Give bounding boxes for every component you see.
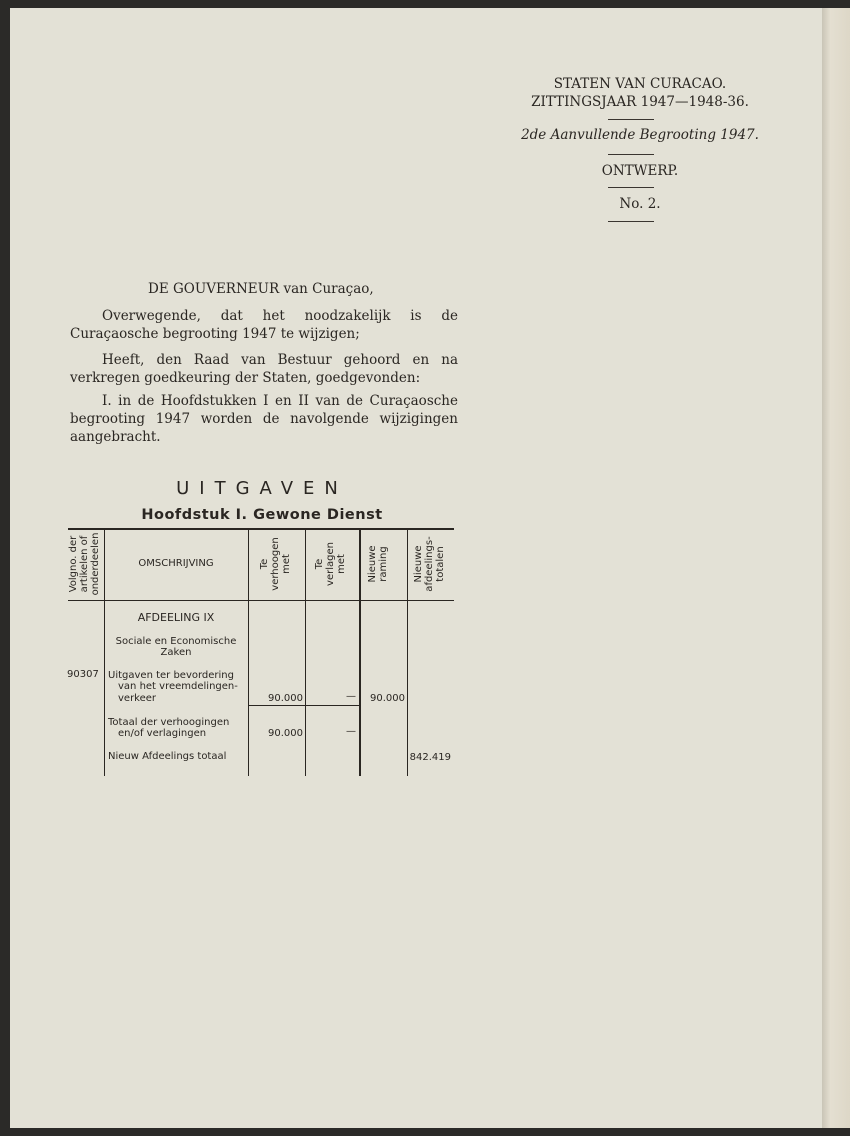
total-label-line-2: en/of verlagingen [118, 728, 207, 739]
header-rule-4 [608, 221, 654, 222]
column-divider-4 [359, 528, 361, 776]
header-omschrijving: OMSCHRIJVING [138, 558, 214, 569]
row-raming-value: 90.000 [370, 693, 405, 704]
total-label-line-1: Totaal der verhoogingen [108, 717, 230, 728]
header-totalen: Nieuwe afdeelings- totalen [413, 536, 446, 592]
total-verhoogen-value: 90.000 [268, 728, 303, 739]
header-rule-3 [608, 187, 654, 188]
new-total-label: Nieuw Afdeelings totaal [108, 751, 227, 762]
header-rule-1 [608, 119, 654, 120]
new-total-value: 842.419 [409, 752, 451, 763]
header-verlagen: Te verlagen met [314, 542, 347, 586]
header-rule-2 [608, 154, 654, 155]
row-description-line-3: verkeer [118, 693, 157, 704]
header-volgno: Volgno. der artikelen of onderdeelen [68, 532, 101, 596]
row-verhoogen-value: 90.000 [268, 693, 303, 704]
paragraph-resolved: Heeft, den Raad van Bestuur gehoord en na verkregen goedkeuring der Staten, goedgevonden: [70, 352, 458, 386]
afdeeling-name-line-2: Zaken [160, 647, 192, 658]
header-draft: ONTWERP. [601, 163, 679, 179]
header-verhoogen: Te verhoogen met [259, 537, 292, 591]
column-divider-5 [407, 528, 408, 776]
row-description-line-2: van het vreemdelingen- [118, 681, 238, 692]
afdeeling-name-line-1: Sociale en Economische [115, 636, 237, 647]
section-subtitle: Hoofdstuk I. Gewone Dienst [141, 507, 383, 523]
page-edge [822, 8, 850, 1128]
column-divider-2 [248, 528, 249, 776]
afdeeling-heading: AFDEELING IX [137, 611, 215, 624]
column-divider-3 [305, 528, 306, 776]
total-verlagen-value: — [346, 726, 356, 737]
header-line-zittingsjaar: ZITTINGSJAAR 1947—1948-36. [531, 94, 749, 110]
governor-heading: DE GOUVERNEUR van Curaçao, [148, 281, 374, 297]
row-description-line-1: Uitgaven ter bevordering [108, 670, 234, 681]
row-article-number: 90307 [67, 669, 99, 680]
table-subtotal-rule [248, 705, 360, 706]
header-line-staten: STATEN VAN CURACAO. [553, 76, 727, 92]
header-supplement: 2de Aanvullende Begrooting 1947. [521, 127, 759, 143]
paragraph-considering: Overwegende, dat het noodzakelijk is de Curaçaosche begrooting 1947 te wijzigen; [70, 308, 458, 342]
budget-table [68, 528, 454, 776]
table-header-rule [68, 600, 454, 601]
paragraph-amendment: I. in de Hoofdstukken I en II van de Curaçaosche begrooting 1947 worden de navolgende wijzigingen aangebracht. [70, 393, 458, 445]
row-verlagen-value: — [346, 691, 356, 702]
header-number: No. 2. [619, 196, 661, 212]
header-raming: Nieuwe raming [367, 545, 389, 583]
section-title: UITGAVEN [176, 478, 348, 499]
